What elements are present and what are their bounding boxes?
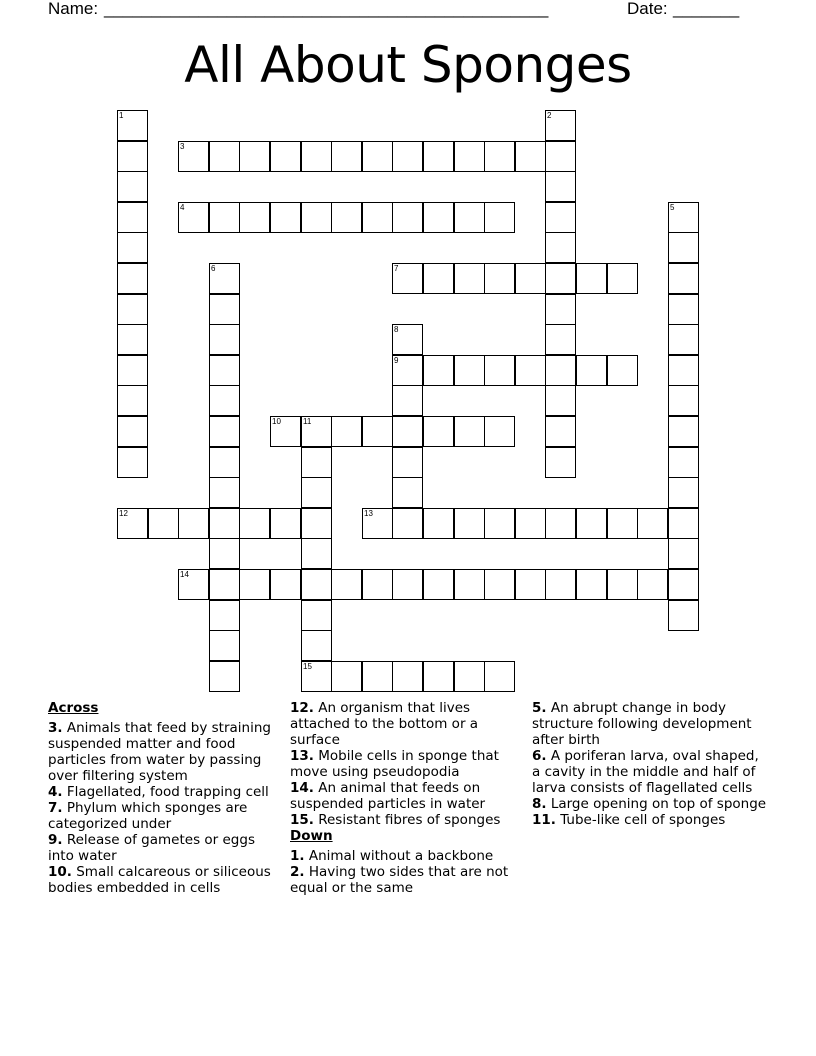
crossword-cell[interactable] (423, 263, 454, 294)
crossword-cell[interactable] (668, 294, 699, 325)
crossword-cell[interactable] (392, 416, 423, 447)
crossword-cell[interactable] (392, 355, 423, 386)
crossword-cell[interactable] (117, 263, 148, 294)
crossword-cell[interactable] (668, 538, 699, 569)
crossword-cell[interactable] (239, 141, 270, 172)
clue-number: 5. (532, 700, 547, 716)
crossword-cell[interactable] (301, 508, 332, 539)
crossword-cell[interactable] (515, 263, 546, 294)
crossword-cell[interactable] (392, 202, 423, 233)
crossword-cell[interactable] (515, 141, 546, 172)
crossword-cell[interactable] (607, 569, 638, 600)
crossword-cell[interactable] (484, 508, 515, 539)
cell-number: 14 (180, 570, 189, 579)
clue-text: An animal that feeds on suspended particles in water (290, 780, 486, 812)
clue-number: 6. (532, 748, 547, 764)
clue-text: Resistant fibres of sponges (318, 812, 501, 828)
crossword-cell[interactable] (301, 477, 332, 508)
crossword-cell[interactable] (301, 538, 332, 569)
name-field[interactable]: _______________________________________________ (104, 0, 549, 18)
cell-number: 11 (303, 417, 312, 426)
clue-text: Release of gametes or eggs into water (48, 832, 255, 864)
clue-number: 2. (290, 864, 305, 880)
crossword-cell[interactable] (423, 202, 454, 233)
crossword-cell[interactable] (270, 416, 301, 447)
crossword-cell[interactable] (454, 202, 485, 233)
crossword-cell[interactable] (423, 141, 454, 172)
crossword-cell[interactable] (637, 569, 668, 600)
cell-number: 1 (119, 111, 124, 120)
crossword-cell[interactable] (362, 661, 393, 692)
crossword-cell[interactable] (484, 141, 515, 172)
clue-across-7 (48, 800, 284, 832)
crossword-cell[interactable] (668, 202, 699, 233)
crossword-cell[interactable] (209, 477, 240, 508)
cell-number: 2 (547, 111, 552, 120)
crossword-cell[interactable] (545, 385, 576, 416)
crossword-cell[interactable] (209, 324, 240, 355)
crossword-cell[interactable] (392, 324, 423, 355)
clue-number: 4. (48, 784, 63, 800)
crossword-cell[interactable] (331, 202, 362, 233)
crossword-cell[interactable] (117, 447, 148, 478)
clue-number: 3. (48, 720, 63, 736)
crossword-cell[interactable] (545, 110, 576, 141)
clue-down-5 (532, 700, 768, 748)
crossword-cell[interactable] (301, 416, 332, 447)
crossword-cell[interactable] (392, 263, 423, 294)
clues-column-1 (48, 700, 284, 896)
crossword-cell[interactable] (454, 416, 485, 447)
cell-number: 4 (180, 203, 185, 212)
crossword-cell[interactable] (301, 141, 332, 172)
cell-number: 9 (394, 356, 399, 365)
clue-text: Small calcareous or siliceous bodies embedded in cells (48, 864, 271, 896)
crossword-cell[interactable] (362, 416, 393, 447)
crossword-cell[interactable] (270, 569, 301, 600)
crossword-cell[interactable] (209, 447, 240, 478)
crossword-cell[interactable] (454, 508, 485, 539)
cell-number: 12 (119, 509, 128, 518)
crossword-cell[interactable] (392, 447, 423, 478)
date-label: Date: (627, 0, 668, 18)
clue-number: 11. (532, 812, 556, 828)
crossword-cell[interactable] (362, 569, 393, 600)
crossword-cell[interactable] (607, 508, 638, 539)
clue-number: 15. (290, 812, 314, 828)
crossword-cell[interactable] (668, 263, 699, 294)
crossword-cell[interactable] (423, 508, 454, 539)
crossword-cell[interactable] (545, 447, 576, 478)
crossword-cell[interactable] (515, 569, 546, 600)
cell-number: 13 (364, 509, 373, 518)
clue-text: Flagellated, food trapping cell (66, 784, 269, 800)
crossword-cell[interactable] (545, 508, 576, 539)
clue-text: Having two sides that are not equal or the same (290, 864, 509, 896)
crossword-cell[interactable] (209, 202, 240, 233)
clue-across-14 (290, 780, 526, 812)
crossword-cell[interactable] (454, 661, 485, 692)
crossword-cell[interactable] (178, 141, 209, 172)
crossword-cell[interactable] (484, 569, 515, 600)
crossword-cell[interactable] (484, 263, 515, 294)
cell-number: 6 (211, 264, 216, 273)
crossword-cell[interactable] (209, 508, 240, 539)
clue-number: 7. (48, 800, 63, 816)
clue-text: Mobile cells in sponge that move using pseudopodia (290, 748, 499, 780)
crossword-cell[interactable] (270, 508, 301, 539)
crossword-cell[interactable] (362, 202, 393, 233)
crossword-cell[interactable] (209, 630, 240, 661)
crossword-cell[interactable] (576, 508, 607, 539)
clue-number: 10. (48, 864, 72, 880)
crossword-cell[interactable] (209, 538, 240, 569)
crossword-cell[interactable] (545, 324, 576, 355)
crossword-cell[interactable] (270, 141, 301, 172)
across-heading: Across (48, 700, 99, 716)
crossword-cell[interactable] (117, 508, 148, 539)
crossword-cell[interactable] (117, 171, 148, 202)
crossword-cell[interactable] (668, 232, 699, 263)
crossword-cell[interactable] (239, 508, 270, 539)
cell-number: 10 (272, 417, 281, 426)
crossword-cell[interactable] (117, 141, 148, 172)
crossword-cell[interactable] (117, 355, 148, 386)
crossword-cell[interactable] (209, 416, 240, 447)
clues-column-3 (532, 700, 768, 828)
crossword-cell[interactable] (209, 355, 240, 386)
crossword-cell[interactable] (117, 385, 148, 416)
clue-text: Phylum which sponges are categorized under (48, 800, 248, 832)
clue-number: 12. (290, 700, 314, 716)
crossword-cell[interactable] (484, 355, 515, 386)
crossword-cell[interactable] (545, 294, 576, 325)
crossword-cell[interactable] (178, 202, 209, 233)
clue-across-3 (48, 720, 284, 784)
crossword-cell[interactable] (392, 569, 423, 600)
crossword-cell[interactable] (454, 141, 485, 172)
clue-number: 9. (48, 832, 63, 848)
crossword-cell[interactable] (454, 263, 485, 294)
clue-down-2 (290, 864, 526, 896)
crossword-cell[interactable] (392, 477, 423, 508)
page-title: All About Sponges (184, 36, 632, 94)
crossword-cell[interactable] (178, 508, 209, 539)
crossword-cell[interactable] (637, 508, 668, 539)
date-field[interactable]: _______ (673, 0, 740, 18)
crossword-cell[interactable] (545, 355, 576, 386)
crossword-cell[interactable] (392, 385, 423, 416)
clue-down-6 (532, 748, 768, 796)
clue-across-15 (290, 812, 526, 828)
clue-text: Animals that feed by straining suspended matter and food particles from water by passing over filtering system (48, 720, 271, 784)
cell-number: 8 (394, 325, 399, 334)
crossword-cell[interactable] (545, 202, 576, 233)
crossword-cell[interactable] (209, 569, 240, 600)
clue-number: 14. (290, 780, 314, 796)
crossword-cell[interactable] (576, 355, 607, 386)
cell-number: 7 (394, 264, 399, 273)
crossword-cell[interactable] (331, 569, 362, 600)
crossword-cell[interactable] (423, 355, 454, 386)
clue-across-10 (48, 864, 284, 896)
clue-down-8 (532, 796, 768, 812)
crossword-cell[interactable] (209, 600, 240, 631)
crossword-cell[interactable] (545, 569, 576, 600)
crossword-cell[interactable] (423, 569, 454, 600)
crossword-cell[interactable] (331, 141, 362, 172)
crossword-cell[interactable] (668, 385, 699, 416)
name-label: Name: (48, 0, 99, 18)
crossword-cell[interactable] (668, 447, 699, 478)
crossword-cell[interactable] (668, 416, 699, 447)
crossword-cell[interactable] (668, 355, 699, 386)
crossword-cell[interactable] (668, 477, 699, 508)
clue-text: A poriferan larva, oval shaped, a cavity in the middle and half of larva consists of flagellated cells (532, 748, 759, 796)
cell-number: 3 (180, 142, 185, 151)
crossword-cell[interactable] (117, 324, 148, 355)
clue-number: 8. (532, 796, 547, 812)
crossword-cell[interactable] (301, 661, 332, 692)
crossword-cell[interactable] (301, 600, 332, 631)
crossword-cell[interactable] (392, 141, 423, 172)
crossword-cell[interactable] (209, 661, 240, 692)
crossword-cell[interactable] (117, 294, 148, 325)
crossword-cell[interactable] (117, 110, 148, 141)
crossword-cell[interactable] (331, 661, 362, 692)
clue-across-13 (290, 748, 526, 780)
crossword-cell[interactable] (423, 416, 454, 447)
crossword-cell[interactable] (545, 171, 576, 202)
clues-column-2 (290, 700, 526, 896)
clue-down-1 (290, 848, 526, 864)
crossword-cell[interactable] (117, 416, 148, 447)
crossword-cell[interactable] (576, 569, 607, 600)
crossword-cell[interactable] (239, 569, 270, 600)
clue-text: Animal without a backbone (308, 848, 494, 864)
crossword-cell[interactable] (668, 569, 699, 600)
clue-down-11 (532, 812, 768, 828)
cell-number: 5 (670, 203, 675, 212)
clue-number: 1. (290, 848, 305, 864)
crossword-cell[interactable] (454, 355, 485, 386)
clue-number: 13. (290, 748, 314, 764)
crossword-cell[interactable] (178, 569, 209, 600)
crossword-cell[interactable] (545, 263, 576, 294)
crossword-cell[interactable] (484, 202, 515, 233)
crossword-cell[interactable] (209, 263, 240, 294)
crossword-cell[interactable] (607, 263, 638, 294)
crossword-cell[interactable] (148, 508, 179, 539)
crossword-cell[interactable] (545, 141, 576, 172)
crossword-cell[interactable] (607, 355, 638, 386)
crossword-cell[interactable] (209, 141, 240, 172)
crossword-cell[interactable] (392, 508, 423, 539)
crossword-cell[interactable] (392, 661, 423, 692)
crossword-cell[interactable] (423, 661, 454, 692)
crossword-cell[interactable] (668, 508, 699, 539)
crossword-cell[interactable] (301, 569, 332, 600)
crossword-cell[interactable] (668, 324, 699, 355)
crossword-cell[interactable] (454, 569, 485, 600)
cell-number: 15 (303, 662, 312, 671)
crossword-cell[interactable] (668, 600, 699, 631)
crossword-cell[interactable] (484, 416, 515, 447)
crossword-cell[interactable] (545, 232, 576, 263)
crossword-cell[interactable] (331, 416, 362, 447)
crossword-cell[interactable] (117, 232, 148, 263)
crossword-cell[interactable] (484, 661, 515, 692)
crossword-cell[interactable] (301, 202, 332, 233)
crossword-cell[interactable] (239, 202, 270, 233)
crossword-cell[interactable] (270, 202, 301, 233)
crossword-cell[interactable] (117, 202, 148, 233)
crossword-cell[interactable] (362, 141, 393, 172)
clue-across-4 (48, 784, 284, 800)
clue-text: An organism that lives attached to the bottom or a surface (290, 700, 479, 748)
crossword-cell[interactable] (545, 416, 576, 447)
crossword-cell[interactable] (301, 447, 332, 478)
clue-text: Large opening on top of sponge (550, 796, 767, 812)
worksheet-header (48, 0, 768, 21)
crossword-cell[interactable] (209, 294, 240, 325)
crossword-cell[interactable] (362, 508, 393, 539)
crossword-cell[interactable] (301, 630, 332, 661)
clue-across-12 (290, 700, 526, 748)
crossword-cell[interactable] (515, 355, 546, 386)
clue-across-9 (48, 832, 284, 864)
clue-text: Tube-like cell of sponges (560, 812, 726, 828)
down-heading: Down (290, 828, 333, 844)
crossword-cell[interactable] (209, 385, 240, 416)
crossword-cell[interactable] (515, 508, 546, 539)
crossword-cell[interactable] (576, 263, 607, 294)
clue-text: An abrupt change in body structure following development after birth (532, 700, 752, 748)
